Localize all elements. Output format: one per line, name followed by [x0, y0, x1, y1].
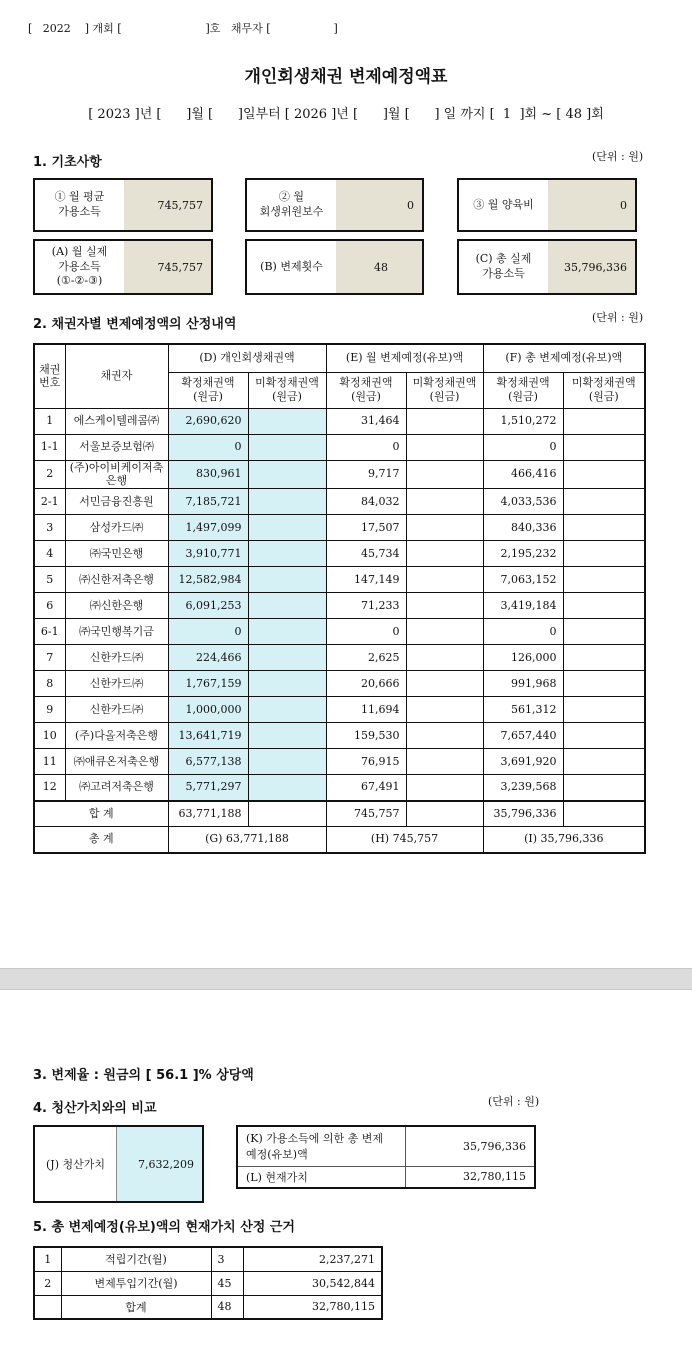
pv-count: 48: [211, 1295, 243, 1319]
creditor-d-confirmed: 6,091,253: [168, 593, 248, 619]
col-d-header: (D) 개인회생채권액: [168, 344, 326, 372]
creditor-f-confirmed: 3,419,184: [483, 593, 563, 619]
creditor-row: [34, 515, 645, 541]
section1-heading: 1. 기초사항: [33, 155, 102, 170]
creditor-table: [33, 343, 646, 854]
subtotal-label: 합 계: [34, 801, 168, 827]
grand-total-row: [34, 827, 645, 853]
creditor-row: [34, 671, 645, 697]
pv-no: 1: [34, 1247, 61, 1271]
payment-count-label: (B) 변제횟수: [260, 259, 323, 273]
child-support-label: ③ 월 양육비: [473, 197, 534, 211]
creditor-row: [34, 697, 645, 723]
liquidation-value-box: [33, 1125, 204, 1203]
col-creditor-header: 채권자: [65, 344, 168, 408]
creditor-row: [34, 775, 645, 801]
creditor-row: [34, 749, 645, 775]
l-row: [237, 1166, 535, 1188]
creditor-no: 8: [34, 671, 65, 697]
commissioner-fee-value: 0: [336, 180, 422, 230]
creditor-d-confirmed: 0: [168, 619, 248, 645]
col-e-confirmed: 확정채권액 (원금): [326, 372, 406, 408]
pv-amount: 30,542,844: [243, 1271, 382, 1295]
section3-heading: 3. 변제율 : 원금의 [ 56.1 ]% 상당액: [33, 1068, 254, 1083]
payment-count-box: [245, 239, 424, 295]
creditor-d-unconfirmed: [248, 593, 326, 619]
creditor-d-confirmed: 3,910,771: [168, 541, 248, 567]
present-value-table: [33, 1246, 383, 1320]
creditor-e-confirmed: 17,507: [326, 515, 406, 541]
creditor-e-unconfirmed: [406, 749, 483, 775]
creditor-no: 11: [34, 749, 65, 775]
subtotal-d1: 63,771,188: [168, 801, 248, 827]
creditor-f-confirmed: 3,239,568: [483, 775, 563, 801]
creditor-e-confirmed: 84,032: [326, 489, 406, 515]
creditor-d-confirmed: 6,577,138: [168, 749, 248, 775]
creditor-e-unconfirmed: [406, 489, 483, 515]
grand-total-i: (I) 35,796,336: [483, 827, 645, 853]
creditor-row: [34, 593, 645, 619]
creditor-name: 신한카드㈜: [65, 671, 168, 697]
creditor-f-unconfirmed: [563, 460, 645, 489]
subtotal-f1: 35,796,336: [483, 801, 563, 827]
col-e-header: (E) 월 변제예정(유보)액: [326, 344, 483, 372]
creditor-name: ㈜신한은행: [65, 593, 168, 619]
creditor-e-confirmed: 11,694: [326, 697, 406, 723]
creditor-f-unconfirmed: [563, 775, 645, 801]
creditor-d-confirmed: 12,582,984: [168, 567, 248, 593]
creditor-e-unconfirmed: [406, 434, 483, 460]
total-income-value: 35,796,336: [548, 241, 635, 293]
creditor-no: 5: [34, 567, 65, 593]
creditor-row: [34, 723, 645, 749]
col-d-unconfirmed: 미확정채권액 (원금): [248, 372, 326, 408]
avg-income-box: [33, 178, 213, 232]
creditor-f-confirmed: 0: [483, 434, 563, 460]
creditor-e-confirmed: 31,464: [326, 408, 406, 434]
creditor-d-confirmed: 0: [168, 434, 248, 460]
creditor-row: [34, 567, 645, 593]
creditor-d-confirmed: 1,000,000: [168, 697, 248, 723]
creditor-e-unconfirmed: [406, 619, 483, 645]
creditor-d-confirmed: 2,690,620: [168, 408, 248, 434]
grand-total-g: (G) 63,771,188: [168, 827, 326, 853]
creditor-e-confirmed: 0: [326, 619, 406, 645]
creditor-name: 서민금융진흥원: [65, 489, 168, 515]
creditor-e-confirmed: 159,530: [326, 723, 406, 749]
pv-row: [34, 1271, 382, 1295]
subtotal-row: [34, 801, 645, 827]
creditor-e-unconfirmed: [406, 645, 483, 671]
pv-no: 2: [34, 1271, 61, 1295]
creditor-no: 2-1: [34, 489, 65, 515]
creditor-name: 신한카드㈜: [65, 697, 168, 723]
pv-no: [34, 1295, 61, 1319]
creditor-f-confirmed: 0: [483, 619, 563, 645]
creditor-f-unconfirmed: [563, 619, 645, 645]
creditor-row: [34, 489, 645, 515]
creditor-row: [34, 408, 645, 434]
creditor-d-unconfirmed: [248, 489, 326, 515]
creditor-no: 1: [34, 408, 65, 434]
section1-unit: (단위 : 원): [592, 150, 644, 163]
creditor-row: [34, 541, 645, 567]
creditor-e-unconfirmed: [406, 541, 483, 567]
creditor-f-unconfirmed: [563, 489, 645, 515]
creditor-e-confirmed: 2,625: [326, 645, 406, 671]
creditor-name: ㈜애큐온저축은행: [65, 749, 168, 775]
avg-income-value: 745,757: [124, 180, 211, 230]
creditor-d-unconfirmed: [248, 460, 326, 489]
k-label: (K) 가용소득에 의한 총 변제 예정(유보)액: [237, 1126, 405, 1166]
creditor-no: 2: [34, 460, 65, 489]
subtotal-e1: 745,757: [326, 801, 406, 827]
creditor-d-unconfirmed: [248, 541, 326, 567]
creditor-f-confirmed: 466,416: [483, 460, 563, 489]
creditor-no: 1-1: [34, 434, 65, 460]
creditor-name: (주)다올저축은행: [65, 723, 168, 749]
creditor-e-confirmed: 71,233: [326, 593, 406, 619]
subtotal-d2: [248, 801, 326, 827]
payment-count-value: 48: [336, 241, 422, 293]
creditor-d-confirmed: 7,185,721: [168, 489, 248, 515]
creditor-no: 9: [34, 697, 65, 723]
creditor-f-unconfirmed: [563, 567, 645, 593]
creditor-d-confirmed: 5,771,297: [168, 775, 248, 801]
creditor-name: ㈜국민은행: [65, 541, 168, 567]
creditor-d-unconfirmed: [248, 671, 326, 697]
creditor-name: ㈜신한저축은행: [65, 567, 168, 593]
creditor-e-confirmed: 9,717: [326, 460, 406, 489]
creditor-f-unconfirmed: [563, 697, 645, 723]
creditor-d-unconfirmed: [248, 408, 326, 434]
creditor-f-unconfirmed: [563, 541, 645, 567]
k-value: 35,796,336: [405, 1126, 535, 1166]
creditor-no: 6: [34, 593, 65, 619]
creditor-f-confirmed: 2,195,232: [483, 541, 563, 567]
creditor-d-unconfirmed: [248, 567, 326, 593]
liquidation-value: 7,632,209: [117, 1127, 202, 1201]
child-support-value: 0: [548, 180, 635, 230]
pv-row: [34, 1295, 382, 1319]
creditor-e-unconfirmed: [406, 567, 483, 593]
creditor-e-unconfirmed: [406, 697, 483, 723]
creditor-no: 7: [34, 645, 65, 671]
creditor-e-unconfirmed: [406, 460, 483, 489]
creditor-e-unconfirmed: [406, 593, 483, 619]
case-number-line: [ 2022 ] 개회 [ ]호 채무자 [ ]: [28, 22, 338, 35]
avg-income-label: ① 월 평균 가용소득: [54, 190, 105, 218]
creditor-name: 삼성카드㈜: [65, 515, 168, 541]
section2-unit: (단위 : 원): [592, 311, 644, 324]
creditor-name: ㈜국민행복기금: [65, 619, 168, 645]
actual-income-label: (A) 월 실제 가용소득 (①-②-③): [51, 244, 108, 288]
creditor-e-confirmed: 0: [326, 434, 406, 460]
col-f-unconfirmed: 미확정채권액 (원금): [563, 372, 645, 408]
k-row: [237, 1126, 535, 1166]
col-f-confirmed: 확정채권액 (원금): [483, 372, 563, 408]
creditor-f-confirmed: 7,063,152: [483, 567, 563, 593]
commissioner-fee-label: ② 월 회생위원보수: [259, 190, 324, 218]
creditor-f-unconfirmed: [563, 645, 645, 671]
creditor-d-unconfirmed: [248, 619, 326, 645]
creditor-e-unconfirmed: [406, 723, 483, 749]
col-d-confirmed: 확정채권액 (원금): [168, 372, 248, 408]
creditor-e-confirmed: 76,915: [326, 749, 406, 775]
creditor-f-confirmed: 3,691,920: [483, 749, 563, 775]
pv-label: 합계: [61, 1295, 211, 1319]
creditor-f-unconfirmed: [563, 408, 645, 434]
col-e-unconfirmed: 미확정채권액 (원금): [406, 372, 483, 408]
creditor-d-unconfirmed: [248, 645, 326, 671]
subtotal-f2: [563, 801, 645, 827]
creditor-e-unconfirmed: [406, 775, 483, 801]
creditor-d-unconfirmed: [248, 775, 326, 801]
pv-row: [34, 1247, 382, 1271]
creditor-f-unconfirmed: [563, 671, 645, 697]
liquidation-value-label: (J) 청산가치: [35, 1127, 117, 1201]
creditor-row: [34, 619, 645, 645]
creditor-name: (주)아이비케이저축 은행: [65, 460, 168, 489]
creditor-e-confirmed: 147,149: [326, 567, 406, 593]
creditor-name: 에스케이텔레콤㈜: [65, 408, 168, 434]
pv-amount: 32,780,115: [243, 1295, 382, 1319]
creditor-d-confirmed: 224,466: [168, 645, 248, 671]
actual-income-value: 745,757: [124, 241, 211, 293]
creditor-no: 6-1: [34, 619, 65, 645]
creditor-e-confirmed: 67,491: [326, 775, 406, 801]
creditor-row: [34, 460, 645, 489]
pv-amount: 2,237,271: [243, 1247, 382, 1271]
creditor-no: 12: [34, 775, 65, 801]
creditor-f-confirmed: 4,033,536: [483, 489, 563, 515]
total-income-label: (C) 총 실제 가용소득: [475, 252, 532, 280]
creditor-e-unconfirmed: [406, 671, 483, 697]
l-label: (L) 현재가치: [237, 1166, 405, 1188]
actual-income-box: [33, 239, 213, 295]
page-separator: [0, 968, 692, 990]
col-no-header: 채권 번호: [34, 344, 65, 408]
creditor-d-unconfirmed: [248, 434, 326, 460]
commissioner-fee-box: [245, 178, 424, 232]
pv-label: 적립기간(월): [61, 1247, 211, 1271]
creditor-name: 서울보증보험㈜: [65, 434, 168, 460]
creditor-e-unconfirmed: [406, 515, 483, 541]
creditor-d-confirmed: 830,961: [168, 460, 248, 489]
pv-count: 3: [211, 1247, 243, 1271]
creditor-no: 3: [34, 515, 65, 541]
total-income-box: [457, 239, 637, 295]
creditor-d-unconfirmed: [248, 723, 326, 749]
creditor-d-unconfirmed: [248, 515, 326, 541]
l-value: 32,780,115: [405, 1166, 535, 1188]
creditor-d-unconfirmed: [248, 697, 326, 723]
creditor-f-unconfirmed: [563, 434, 645, 460]
creditor-name: ㈜고려저축은행: [65, 775, 168, 801]
creditor-e-confirmed: 20,666: [326, 671, 406, 697]
col-f-header: (F) 총 변제예정(유보)액: [483, 344, 645, 372]
payment-period: [ 2023 ]년 [ ]월 [ ]일부터 [ 2026 ]년 [ ]월 [ ] 일 까지 [ 1 ]회 ~ [ 48 ]회: [88, 107, 604, 122]
page-2: [0, 990, 692, 1357]
comparison-table: [236, 1125, 536, 1189]
grand-total-h: (H) 745,757: [326, 827, 483, 853]
creditor-d-unconfirmed: [248, 749, 326, 775]
creditor-f-confirmed: 7,657,440: [483, 723, 563, 749]
creditor-no: 10: [34, 723, 65, 749]
section2-heading: 2. 채권자별 변제예정액의 산정내역: [33, 317, 237, 332]
creditor-f-confirmed: 991,968: [483, 671, 563, 697]
creditor-f-confirmed: 1,510,272: [483, 408, 563, 434]
creditor-f-unconfirmed: [563, 515, 645, 541]
creditor-f-confirmed: 561,312: [483, 697, 563, 723]
creditor-no: 4: [34, 541, 65, 567]
creditor-row: [34, 434, 645, 460]
pv-label: 변제투입기간(월): [61, 1271, 211, 1295]
section4-unit: (단위 : 원): [488, 1095, 540, 1108]
section5-heading: 5. 총 변제예정(유보)액의 현재가치 산정 근거: [33, 1220, 295, 1235]
creditor-f-confirmed: 840,336: [483, 515, 563, 541]
creditor-d-confirmed: 1,767,159: [168, 671, 248, 697]
creditor-e-confirmed: 45,734: [326, 541, 406, 567]
creditor-row: [34, 645, 645, 671]
creditor-f-unconfirmed: [563, 723, 645, 749]
creditor-f-unconfirmed: [563, 749, 645, 775]
page-title: 개인회생채권 변제예정액표: [244, 67, 448, 87]
creditor-name: 신한카드㈜: [65, 645, 168, 671]
child-support-box: [457, 178, 637, 232]
creditor-d-confirmed: 1,497,099: [168, 515, 248, 541]
pv-count: 45: [211, 1271, 243, 1295]
grand-total-label: 총 계: [34, 827, 168, 853]
creditor-e-unconfirmed: [406, 408, 483, 434]
section4-heading: 4. 청산가치와의 비교: [33, 1101, 157, 1116]
creditor-f-unconfirmed: [563, 593, 645, 619]
subtotal-e2: [406, 801, 483, 827]
creditor-f-confirmed: 126,000: [483, 645, 563, 671]
creditor-d-confirmed: 13,641,719: [168, 723, 248, 749]
